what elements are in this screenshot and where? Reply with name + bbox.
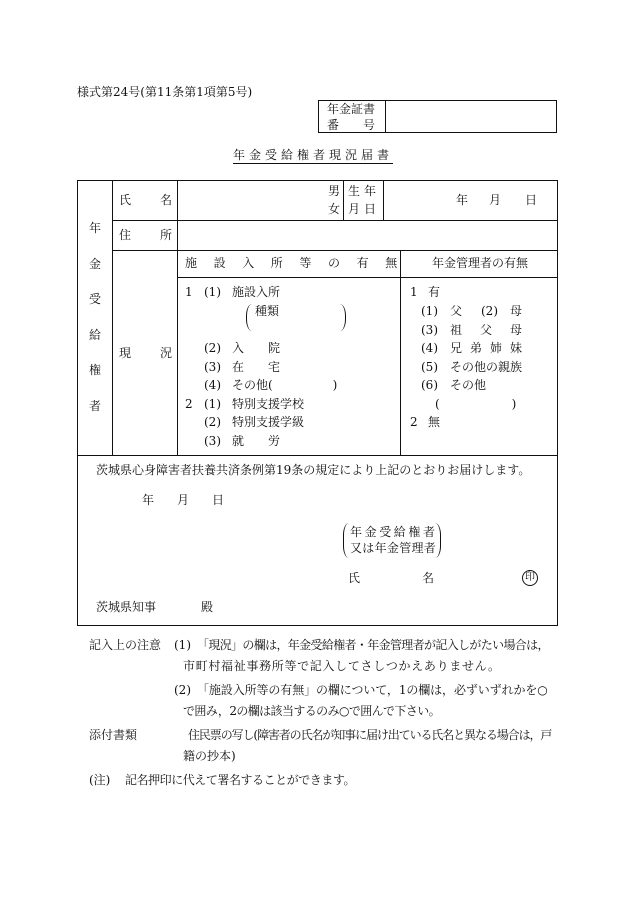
facility-item-label: その他( ) <box>232 378 338 392</box>
manager-other-blank: ( ) <box>435 397 517 411</box>
notes-heading: 記入上の注意 <box>89 638 162 652</box>
note-number: (2) <box>174 683 191 697</box>
facility-item-label: 在宅 <box>232 360 305 374</box>
facility-item-label: 特別支援学級 <box>232 415 305 429</box>
manager-option-number: (4) <box>421 341 438 355</box>
signer-role-line1: 年金受給権者 <box>350 525 438 539</box>
manager-option-label: 祖父母 <box>450 323 541 337</box>
facility-type-label: 種類 <box>255 304 280 318</box>
attachments-heading: 添付書類 <box>89 728 138 742</box>
facility-item-label: 就労 <box>232 434 305 448</box>
address-field <box>178 221 556 249</box>
grid-line-vertical <box>383 180 384 220</box>
note-line: 「現況」の欄は，年金受給権者・年金管理者が記入しがたい場合は， <box>197 638 549 652</box>
manager-group-number: 1 <box>410 285 418 299</box>
sex-female-label: 女 <box>328 202 341 216</box>
manager-option-label: その他の親族 <box>450 360 523 374</box>
grid-line-horizontal <box>112 250 557 251</box>
note-number: (1) <box>174 638 191 652</box>
grid-line-vertical <box>112 180 113 455</box>
manager-option-label: その他 <box>450 378 487 392</box>
note-line: で囲み，2の欄は該当するのみ○で囲んで下さい。 <box>183 704 441 718</box>
facility-item-label: 特別支援学校 <box>232 397 305 411</box>
grid-line-horizontal <box>177 277 557 278</box>
page-title: 年金受給権者現況届書 <box>233 148 394 162</box>
facility-item-number: (3) <box>204 360 221 374</box>
birth-date-label-line1: 生年 <box>348 184 381 198</box>
declaration-year-unit: 年 <box>142 493 155 507</box>
name-field <box>178 181 318 219</box>
birth-month-unit: 月 <box>489 193 502 207</box>
manager-option-number: (6) <box>421 378 438 392</box>
facility-item-number: (2) <box>204 341 221 355</box>
manager-group-label: 有 <box>428 285 441 299</box>
facility-item-number: (2) <box>204 415 221 429</box>
attachments-line: 住民票の写し(障害者の氏名が知事に届け出ている氏名と異なる場合は，戸 <box>188 728 552 742</box>
address-label: 住所 <box>119 228 202 242</box>
note-line: 市町村福祉事務所等で記入してさしつかえありません。 <box>183 659 501 673</box>
grid-line-vertical <box>400 250 401 455</box>
declaration-day-unit: 日 <box>212 493 225 507</box>
facility-group-number: 1 <box>185 285 193 299</box>
manager-group-number: 2 <box>410 415 418 429</box>
manager-header: 年金管理者の有無 <box>432 256 529 270</box>
facility-item-label: 施設入所 <box>232 285 281 299</box>
certificate-label-line2: 番号 <box>327 118 400 132</box>
facility-item-number: (1) <box>204 285 221 299</box>
manager-option-number: (2) <box>481 304 498 318</box>
signer-name-label: 氏名 <box>348 571 497 585</box>
facility-item-number: (4) <box>204 378 221 392</box>
manager-group-label: 無 <box>428 415 441 429</box>
manager-option-label: 兄弟姉妹 <box>450 341 531 355</box>
facility-item-label: 入院 <box>232 341 305 355</box>
facility-item-number: (3) <box>204 434 221 448</box>
recipient-section-label: 年金受給権者 <box>89 221 102 413</box>
birth-year-unit: 年 <box>456 193 469 207</box>
addressee-honorific: 殿 <box>201 600 214 614</box>
seal-icon: 印 <box>522 570 538 586</box>
birth-day-unit: 日 <box>525 193 538 207</box>
manager-option-number: (1) <box>421 304 438 318</box>
manager-option-number: (5) <box>421 360 438 374</box>
manager-option-label: 母 <box>510 304 523 318</box>
addressee: 茨城県知事 <box>96 600 157 614</box>
facility-header: 施設入所等の有無 <box>185 256 414 270</box>
facility-group-number: 2 <box>185 397 193 411</box>
certificate-label-line1: 年金証書 <box>327 102 376 116</box>
name-label: 氏名 <box>119 193 202 207</box>
certificate-number-field <box>386 101 556 132</box>
sex-male-label: 男 <box>328 184 341 198</box>
status-label: 現況 <box>119 346 202 360</box>
remark-text: 記名押印に代えて署名することができます。 <box>125 773 356 787</box>
birth-date-label-line2: 月日 <box>348 202 381 216</box>
declaration-month-unit: 月 <box>177 493 190 507</box>
manager-option-label: 父 <box>450 304 463 318</box>
manager-option-number: (3) <box>421 323 438 337</box>
form-number: 様式第24号(第11条第1項第5号) <box>77 85 253 99</box>
attachments-line: 籍の抄本) <box>183 749 236 763</box>
remark-label: (注) <box>89 773 111 787</box>
declaration-statement: 茨城県心身障害者扶養共済条例第19条の規定により上記のとおりお届けします。 <box>96 463 531 477</box>
signer-role-line2: 又は年金管理者 <box>350 541 437 555</box>
facility-item-number: (1) <box>204 397 221 411</box>
note-line: 「施設入所等の有無」の欄について，1の欄は，必ずいずれかを○ <box>197 683 548 697</box>
grid-line-horizontal <box>77 455 557 456</box>
grid-line-vertical <box>343 180 344 220</box>
